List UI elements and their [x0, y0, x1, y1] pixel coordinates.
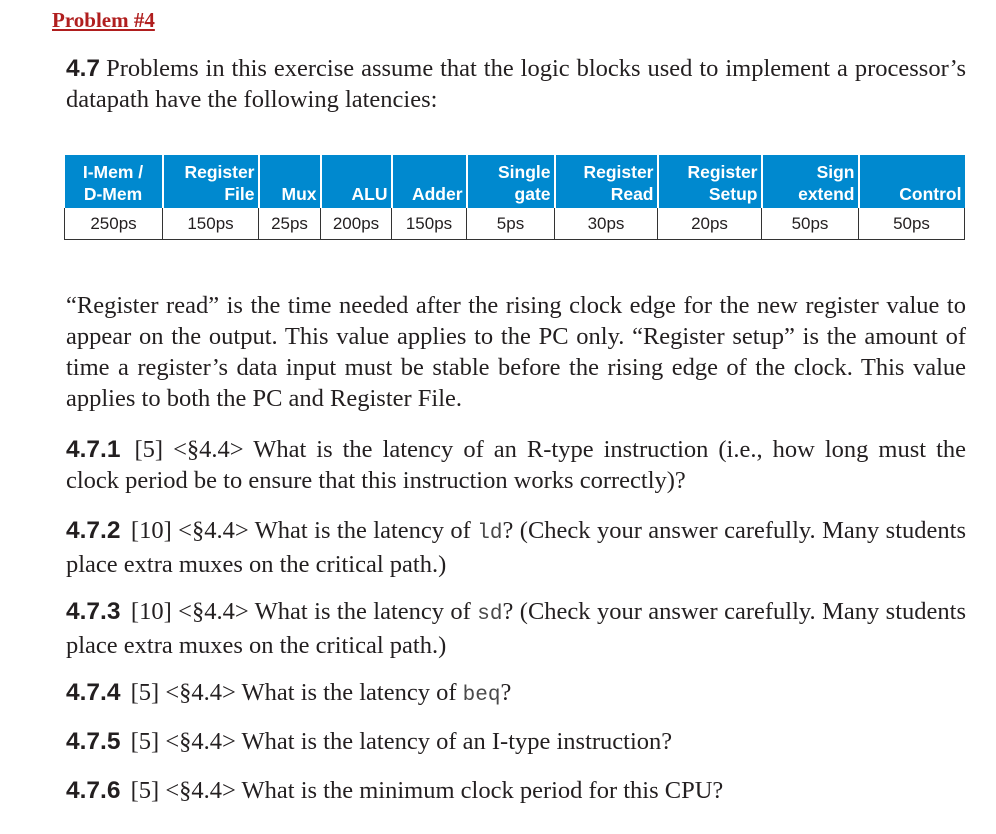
- header-cell-sign-extend: Sign extend: [762, 155, 859, 208]
- header-cell-single-gate: Single gate: [467, 155, 555, 208]
- intro-paragraph: [66, 53, 966, 115]
- table-cell: 200ps: [321, 208, 392, 240]
- question-points: [5]: [134, 436, 164, 463]
- question-4-7-1: [66, 434, 966, 496]
- table-cell: 250ps: [65, 208, 163, 240]
- question-points: [5]: [130, 728, 160, 755]
- table-cell: 20ps: [658, 208, 762, 240]
- question-points: [10]: [130, 598, 172, 625]
- question-number: 4.7.6: [66, 777, 121, 804]
- problem-title: Problem #4: [52, 8, 155, 32]
- intro-text: Problems in this exercise assume that the logic blocks used to implement a processor’s datapath have the following latencies:: [66, 55, 966, 113]
- latency-table-container: [64, 155, 964, 240]
- latency-table: [64, 155, 965, 240]
- question-text: What is the latency of: [241, 679, 457, 706]
- exercise-number: 4.7: [66, 55, 101, 82]
- question-number: 4.7.1: [66, 436, 121, 463]
- table-header-row: [65, 155, 965, 208]
- question-section: <§4.4>: [165, 777, 236, 804]
- question-text: What is the latency of: [254, 517, 471, 544]
- question-text: What is the latency of: [254, 598, 471, 625]
- question-section: <§4.4>: [178, 517, 249, 544]
- question-number: 4.7.3: [66, 598, 121, 625]
- question-text: What is the latency of an R-type instruction (i.e., how long must the clock period be to ensure that this instruction works correctly)?: [66, 436, 966, 494]
- question-4-7-3: [66, 596, 966, 661]
- table-cell: 150ps: [163, 208, 259, 240]
- question-text-after: ?: [500, 679, 512, 706]
- question-points: [5]: [130, 679, 160, 706]
- table-cell: 25ps: [259, 208, 321, 240]
- question-4-7-5: [66, 726, 966, 757]
- question-section: <§4.4>: [173, 436, 244, 463]
- table-cell: 30ps: [555, 208, 658, 240]
- question-text-after: ? (Check your answer carefully. Many students place extra muxes on the critical path.): [66, 598, 966, 659]
- header-cell-mux: Mux: [259, 155, 321, 208]
- table-cell: 5ps: [467, 208, 555, 240]
- question-code: sd: [477, 603, 503, 626]
- table-cell: 50ps: [762, 208, 859, 240]
- question-section: <§4.4>: [165, 679, 236, 706]
- question-section: <§4.4>: [178, 598, 249, 625]
- header-cell-adder: Adder: [392, 155, 467, 208]
- question-code: ld: [477, 522, 503, 545]
- header-cell-register-setup: Register Setup: [658, 155, 762, 208]
- header-cell-imem-dmem: I-Mem / D-Mem: [65, 155, 163, 208]
- header-cell-register-file: Register File: [163, 155, 259, 208]
- question-points: [10]: [130, 517, 172, 544]
- question-4-7-4: [66, 677, 966, 711]
- table-cell: 50ps: [859, 208, 965, 240]
- table-cell: 150ps: [392, 208, 467, 240]
- table-row: [65, 208, 965, 240]
- question-text: What is the latency of an I-type instruction?: [241, 728, 673, 755]
- description-paragraph: “Register read” is the time needed after the rising clock edge for the new register value to appear on the output. This value applies to the PC only. “Register setup” is the amount of time a register’s data input must be stable before the rising edge of the clock. This value applies to both the PC and Register File.: [66, 292, 966, 412]
- question-number: 4.7.4: [66, 679, 121, 706]
- header-cell-register-read: Register Read: [555, 155, 658, 208]
- question-points: [5]: [130, 777, 160, 804]
- question-4-7-6: [66, 775, 966, 806]
- question-number: 4.7.5: [66, 728, 121, 755]
- header-cell-control: Control: [859, 155, 965, 208]
- question-code: beq: [462, 684, 501, 707]
- question-4-7-2: [66, 515, 966, 580]
- question-section: <§4.4>: [165, 728, 236, 755]
- question-number: 4.7.2: [66, 517, 121, 544]
- header-cell-alu: ALU: [321, 155, 392, 208]
- question-text: What is the minimum clock period for this CPU?: [241, 777, 724, 804]
- question-text-after: ? (Check your answer carefully. Many students place extra muxes on the critical path.): [66, 517, 966, 578]
